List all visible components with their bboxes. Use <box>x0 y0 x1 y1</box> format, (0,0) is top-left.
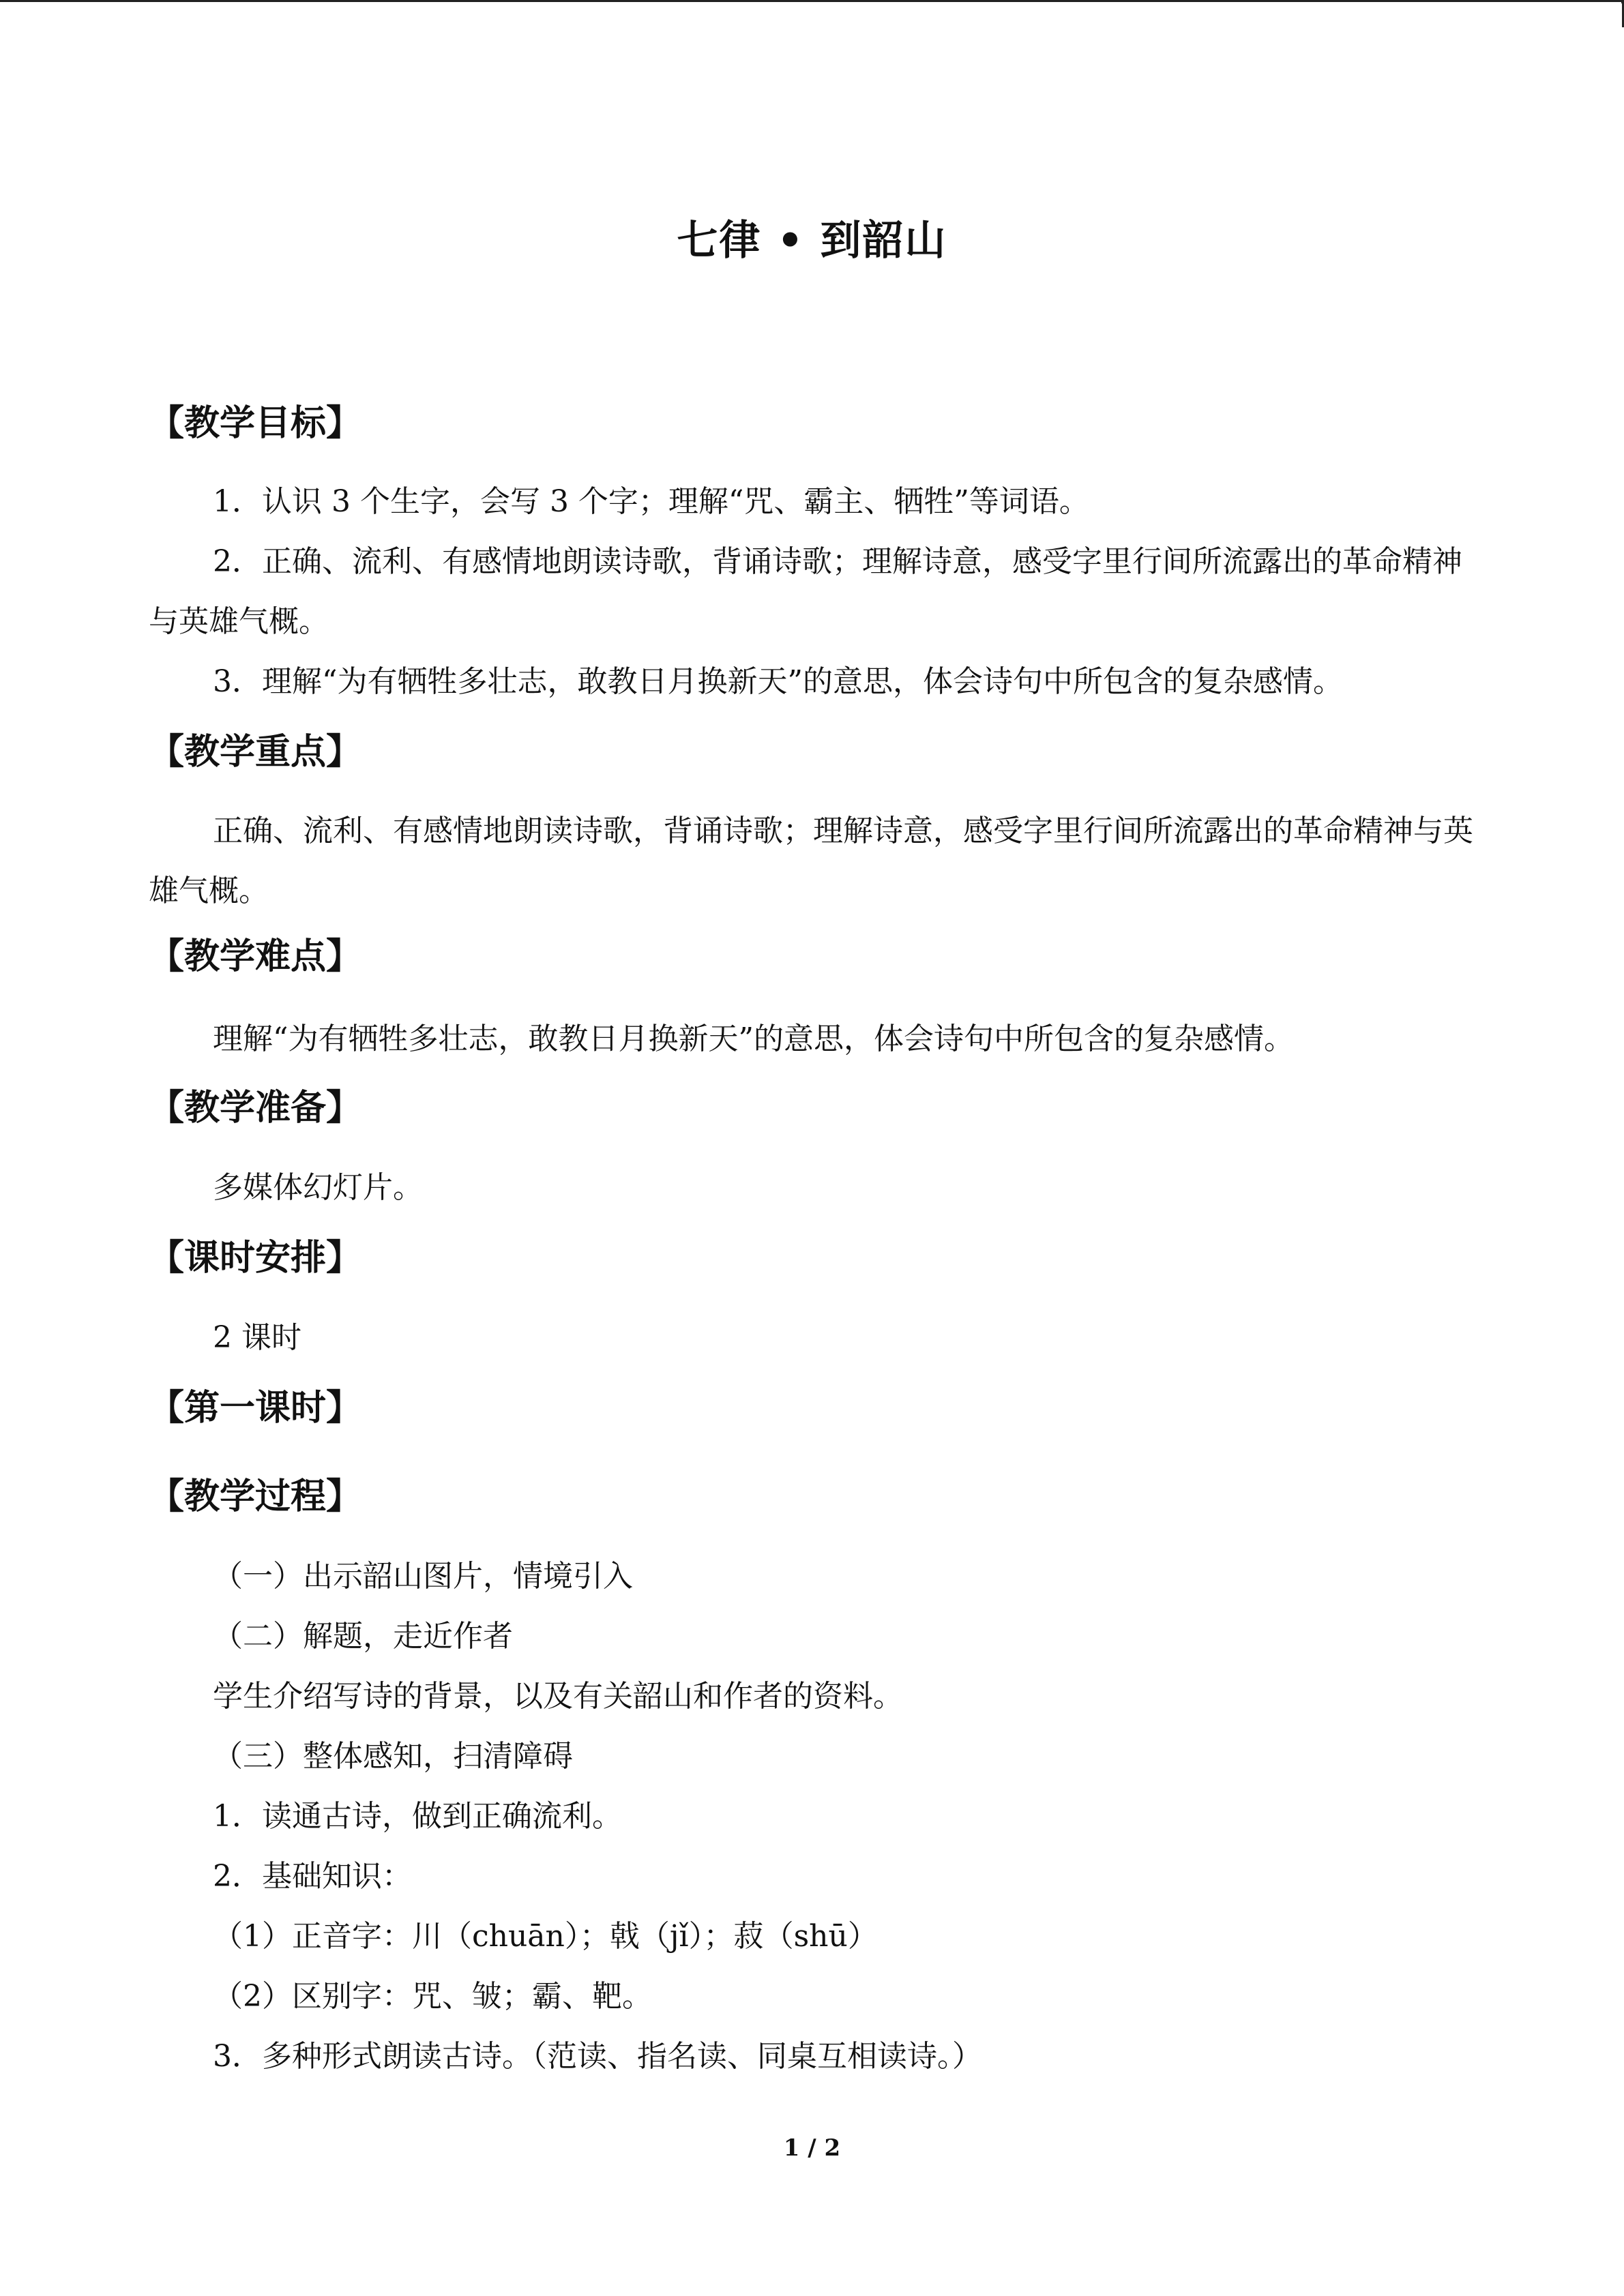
process-line-5: 1．读通古诗，做到正确流利。 <box>213 1799 622 1834</box>
heading-lesson-one: 【第一课时】 <box>149 1388 362 1429</box>
goal-item-1: 1．认识 3 个生字，会写 3 个字；理解“咒、霸主、牺牲”等词语。 <box>213 484 1089 519</box>
heading-difficulties: 【教学难点】 <box>149 936 362 977</box>
key-points-text: 正确、流利、有感情地朗读诗歌，背诵诗歌；理解诗意，感受字里行间所流露出的革命精神与英雄气概。 <box>149 814 1473 908</box>
schedule-text: 2 课时 <box>213 1320 301 1355</box>
process-line-9: 3．多种形式朗读古诗。（范读、指名读、同桌互相读诗。） <box>213 2039 982 2074</box>
heading-teaching-goals: 【教学目标】 <box>149 403 362 444</box>
page-title: 七律 • 到韶山 <box>677 217 947 265</box>
heading-schedule: 【课时安排】 <box>149 1238 362 1279</box>
page-number: 1 / 2 <box>783 2134 841 2162</box>
process-line-6: 2．基础知识： <box>213 1859 412 1894</box>
page-top-border <box>0 0 1623 3</box>
process-line-3: 学生介绍写诗的背景，以及有关韶山和作者的资料。 <box>213 1679 903 1714</box>
difficulties-text: 理解“为有牺牲多壮志，敢教日月换新天”的意思，体会诗句中所包含的复杂感情。 <box>213 1022 1294 1056</box>
goal-item-2: 2．正确、流利、有感情地朗读诗歌，背诵诗歌；理解诗意，感受字里行间所流露出的革命精神与英雄气概。 <box>149 544 1462 639</box>
heading-key-points: 【教学重点】 <box>149 732 362 773</box>
process-line-8: （2）区别字：咒、皱；霸、靶。 <box>213 1979 652 2014</box>
preparation-text: 多媒体幻灯片。 <box>213 1170 423 1205</box>
heading-process: 【教学过程】 <box>149 1476 362 1517</box>
goal-item-3: 3．理解“为有牺牲多壮志，敢教日月换新天”的意思，体会诗句中所包含的复杂感情。 <box>213 664 1343 699</box>
heading-preparation: 【教学准备】 <box>149 1088 362 1129</box>
process-line-7: （1）正音字：川（chuān）；戟（jǐ）；菽（shū） <box>213 1919 878 1954</box>
process-line-1: （一）出示韶山图片，情境引入 <box>213 1559 633 1594</box>
process-line-2: （二）解题，走近作者 <box>213 1619 513 1654</box>
process-line-4: （三）整体感知，扫清障碍 <box>213 1739 573 1774</box>
